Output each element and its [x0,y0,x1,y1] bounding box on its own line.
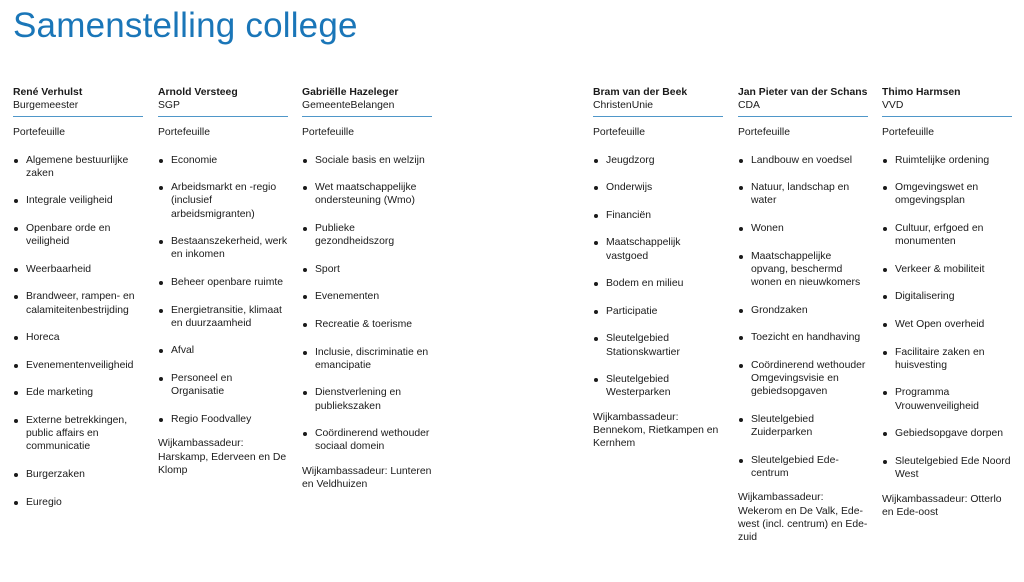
portfolio-label: Portefeuille [882,127,934,139]
portfolio-item: Ruimtelijke ordening [882,154,1012,167]
portfolio-list [13,154,143,509]
portfolio-item: Toezicht en handhaving [738,331,868,344]
portfolio-item: Externe betrekkingen, public affairs en communicatie [13,414,143,454]
member-column [738,86,868,544]
portfolio-list [593,154,723,400]
portfolio-label: Portefeuille [593,127,645,139]
portfolio-item: Afval [158,344,288,357]
portfolio-item: Evenementen [302,290,432,303]
portfolio-item: Sport [302,263,432,276]
portfolio-item: Arbeidsmarkt en -regio (inclusief arbeidsmigranten) [158,181,288,221]
portfolio-item: Sleutelgebied Stationskwartier [593,332,723,358]
ward-ambassador: Wijkambassadeur: Otterlo en Ede-oost [882,493,1002,518]
portfolio-item: Gebiedsopgave dorpen [882,427,1012,440]
portfolio-item: Evenementenveiligheid [13,359,143,372]
portfolio-list [302,154,432,454]
portfolio-item: Financiën [593,209,723,222]
portfolio-item: Wet maatschappelijke ondersteuning (Wmo) [302,181,432,207]
portfolio-list [882,154,1012,482]
member-party: CDA [738,99,868,117]
portfolio-item: Cultuur, erfgoed en monumenten [882,222,1012,248]
portfolio-item: Onderwijs [593,181,723,194]
member-column [13,86,143,523]
member-name: Gabriëlle Hazeleger [302,87,399,98]
portfolio-item: Participatie [593,305,723,318]
portfolio-item: Natuur, landschap en water [738,181,868,207]
portfolio-item: Sociale basis en welzijn [302,154,432,167]
portfolio-label: Portefeuille [13,127,65,139]
member-column [882,86,1012,519]
member-column [593,86,723,451]
portfolio-item: Regio Foodvalley [158,413,288,426]
portfolio-item: Programma Vrouwenveiligheid [882,386,1012,412]
member-column [302,86,432,491]
member-party: ChristenUnie [593,99,723,117]
member-name: Bram van der Beek [593,87,688,98]
portfolio-item: Openbare orde en veiligheid [13,222,143,248]
portfolio-label: Portefeuille [302,127,354,139]
portfolio-item: Bestaanszekerheid, werk en inkomen [158,235,288,261]
portfolio-item: Sleutelgebied Ede Noord West [882,455,1012,481]
portfolio-item: Coördinerend wethouder Omgevingsvisie en gebiedsopgaven [738,359,868,399]
portfolio-item: Dienstverlening en publiekszaken [302,386,432,412]
portfolio-item: Brandweer, rampen- en calamiteitenbestrijding [13,290,143,316]
ward-ambassador: Wijkambassadeur: Harskamp, Ederveen en De Klomp [158,438,287,476]
portfolio-item: Landbouw en voedsel [738,154,868,167]
member-party: VVD [882,99,1012,117]
portfolio-item: Economie [158,154,288,167]
portfolio-label: Portefeuille [738,127,790,139]
member-name: René Verhulst [13,87,83,98]
member-column [158,86,288,477]
portfolio-item: Publieke gezondheidszorg [302,222,432,248]
portfolio-item: Personeel en Organisatie [158,372,288,398]
portfolio-label: Portefeuille [158,127,210,139]
member-party: Burgemeester [13,99,143,117]
portfolio-item: Maatschappelijke opvang, beschermd wonen en nieuwkomers [738,250,868,290]
portfolio-item: Beheer openbare ruimte [158,276,288,289]
portfolio-item: Digitalisering [882,290,1012,303]
portfolio-item: Weerbaarheid [13,263,143,276]
member-name: Arnold Versteeg [158,87,238,98]
member-name: Thimo Harmsen [882,87,961,98]
portfolio-item: Sleutelgebied Westerparken [593,373,723,399]
portfolio-item: Sleutelgebied Ede-centrum [738,454,868,480]
page-title: Samenstelling college [13,6,358,45]
portfolio-item: Ede marketing [13,386,143,399]
portfolio-item: Recreatie & toerisme [302,318,432,331]
ward-ambassador: Wijkambassadeur: Bennekom, Rietkampen en Kernhem [593,411,719,450]
portfolio-item: Sleutelgebied Zuiderparken [738,413,868,439]
member-party: SGP [158,99,288,117]
portfolio-item: Wonen [738,222,868,235]
portfolio-item: Facilitaire zaken en huisvesting [882,346,1012,372]
portfolio-item: Omgevingswet en omgevingsplan [882,181,1012,207]
ward-ambassador: Wijkambassadeur: Wekerom en De Valk, Ede-west (incl. centrum) en Ede-zuid [738,492,868,543]
portfolio-item: Algemene bestuurlijke zaken [13,154,143,180]
portfolio-item: Coördinerend wethouder sociaal domein [302,427,432,453]
portfolio-item: Integrale veiligheid [13,194,143,207]
portfolio-list [738,154,868,480]
portfolio-item: Inclusie, discriminatie en emancipatie [302,346,432,372]
member-name: Jan Pieter van der Schans [738,87,868,98]
portfolio-item: Maatschappelijk vastgoed [593,236,723,262]
portfolio-list [158,154,288,426]
portfolio-item: Wet Open overheid [882,318,1012,331]
portfolio-item: Grondzaken [738,304,868,317]
portfolio-item: Burgerzaken [13,468,143,481]
portfolio-item: Bodem en milieu [593,277,723,290]
portfolio-item: Euregio [13,496,143,509]
portfolio-item: Verkeer & mobiliteit [882,263,1012,276]
member-party: GemeenteBelangen [302,99,432,117]
portfolio-item: Energietransitie, klimaat en duurzaamheid [158,304,288,330]
ward-ambassador: Wijkambassadeur: Lunteren en Veldhuizen [302,465,432,491]
portfolio-item: Horeca [13,331,143,344]
portfolio-item: Jeugdzorg [593,154,723,167]
